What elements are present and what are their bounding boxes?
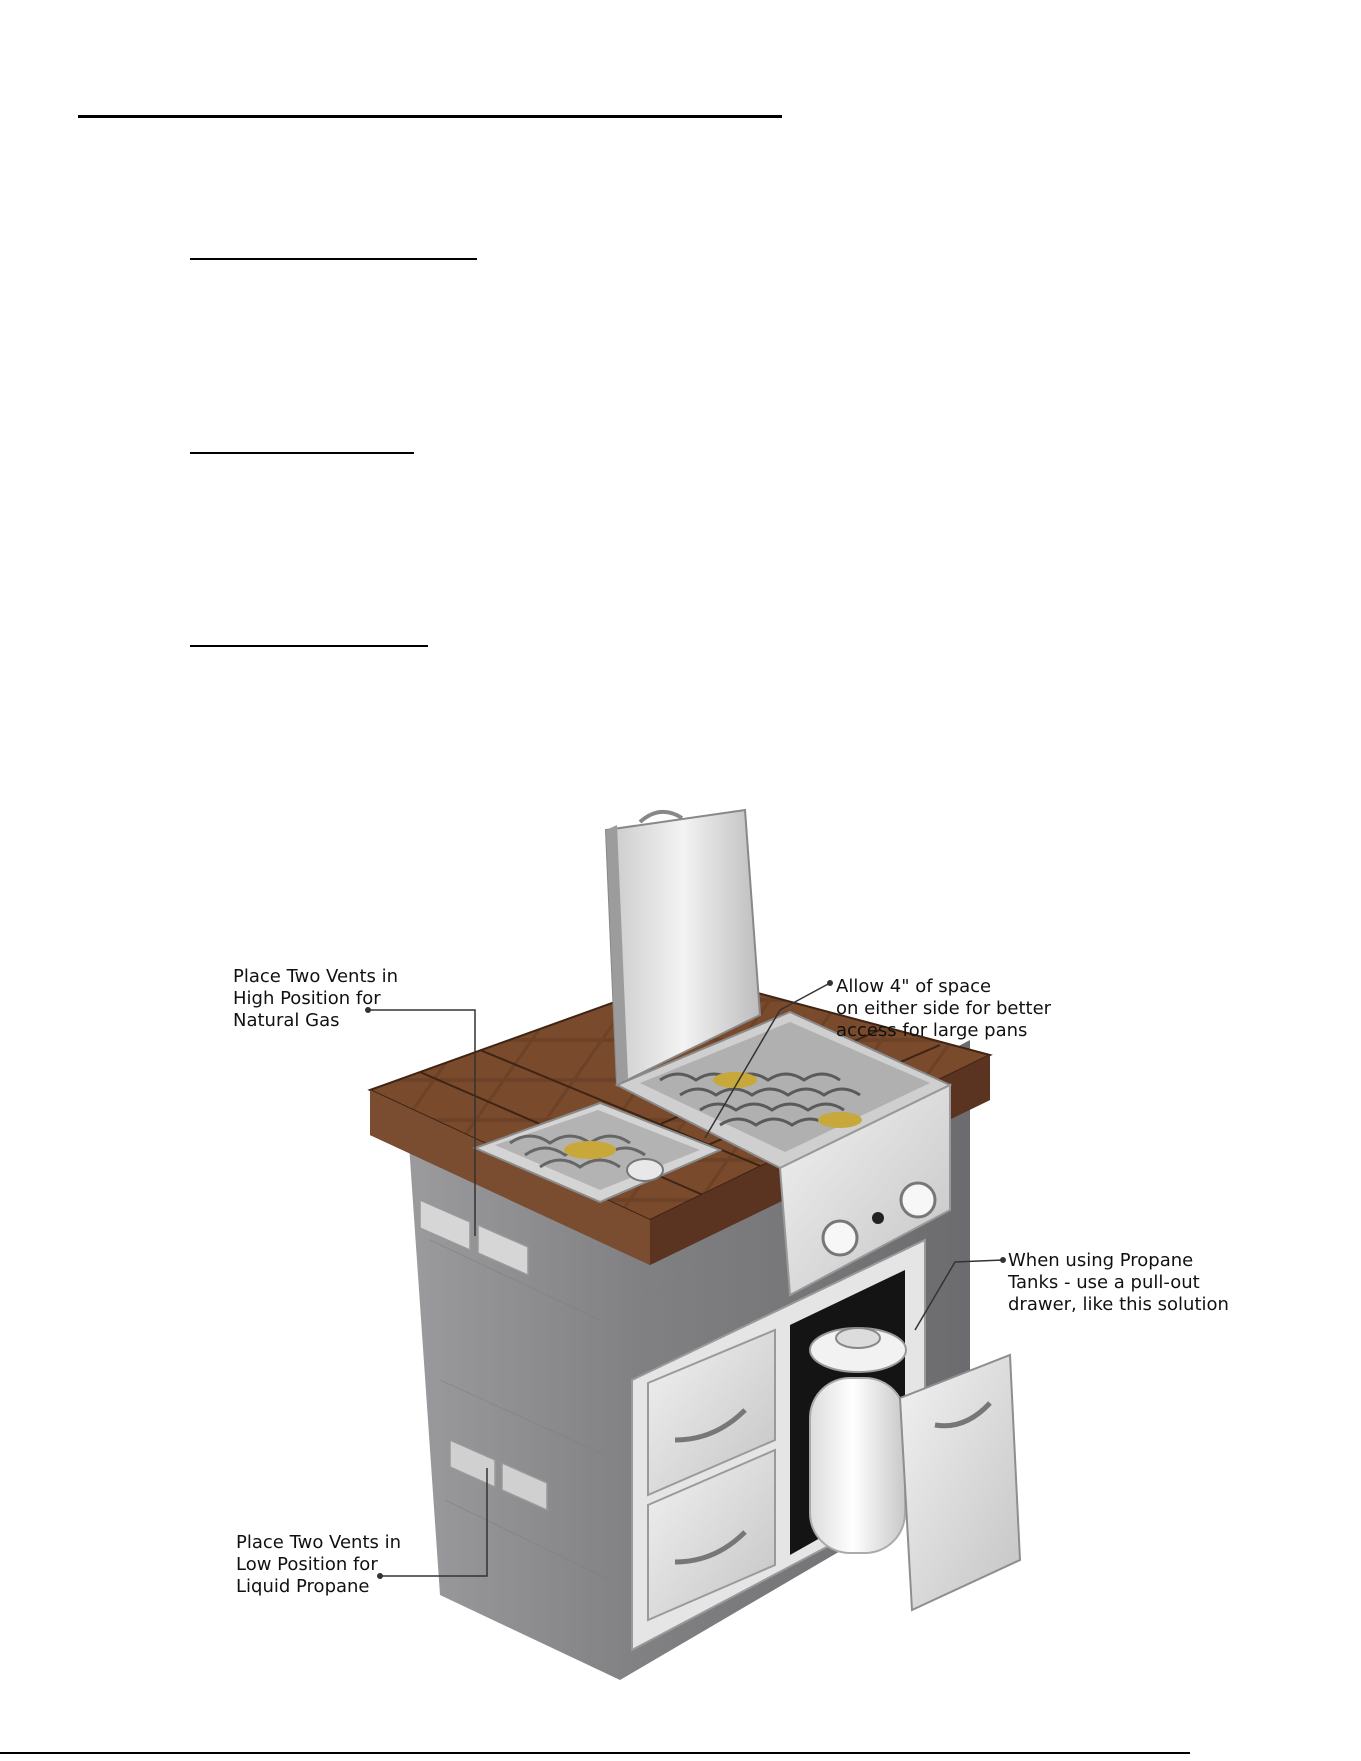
callout-low-vents: Place Two Vents in Low Position for Liquid Propane xyxy=(236,1532,402,1597)
callout-propane-drawer: When using Propane Tanks - use a pull-out drawer, like this solution xyxy=(1008,1250,1229,1315)
callout-spacing: Allow 4" of space on either side for better access for large pans xyxy=(836,976,1052,1041)
propane-tank-icon xyxy=(810,1328,906,1553)
pull-out-propane-drawer xyxy=(900,1355,1020,1610)
callout-high-vents: Place Two Vents in High Position for Natural Gas xyxy=(233,966,399,1031)
